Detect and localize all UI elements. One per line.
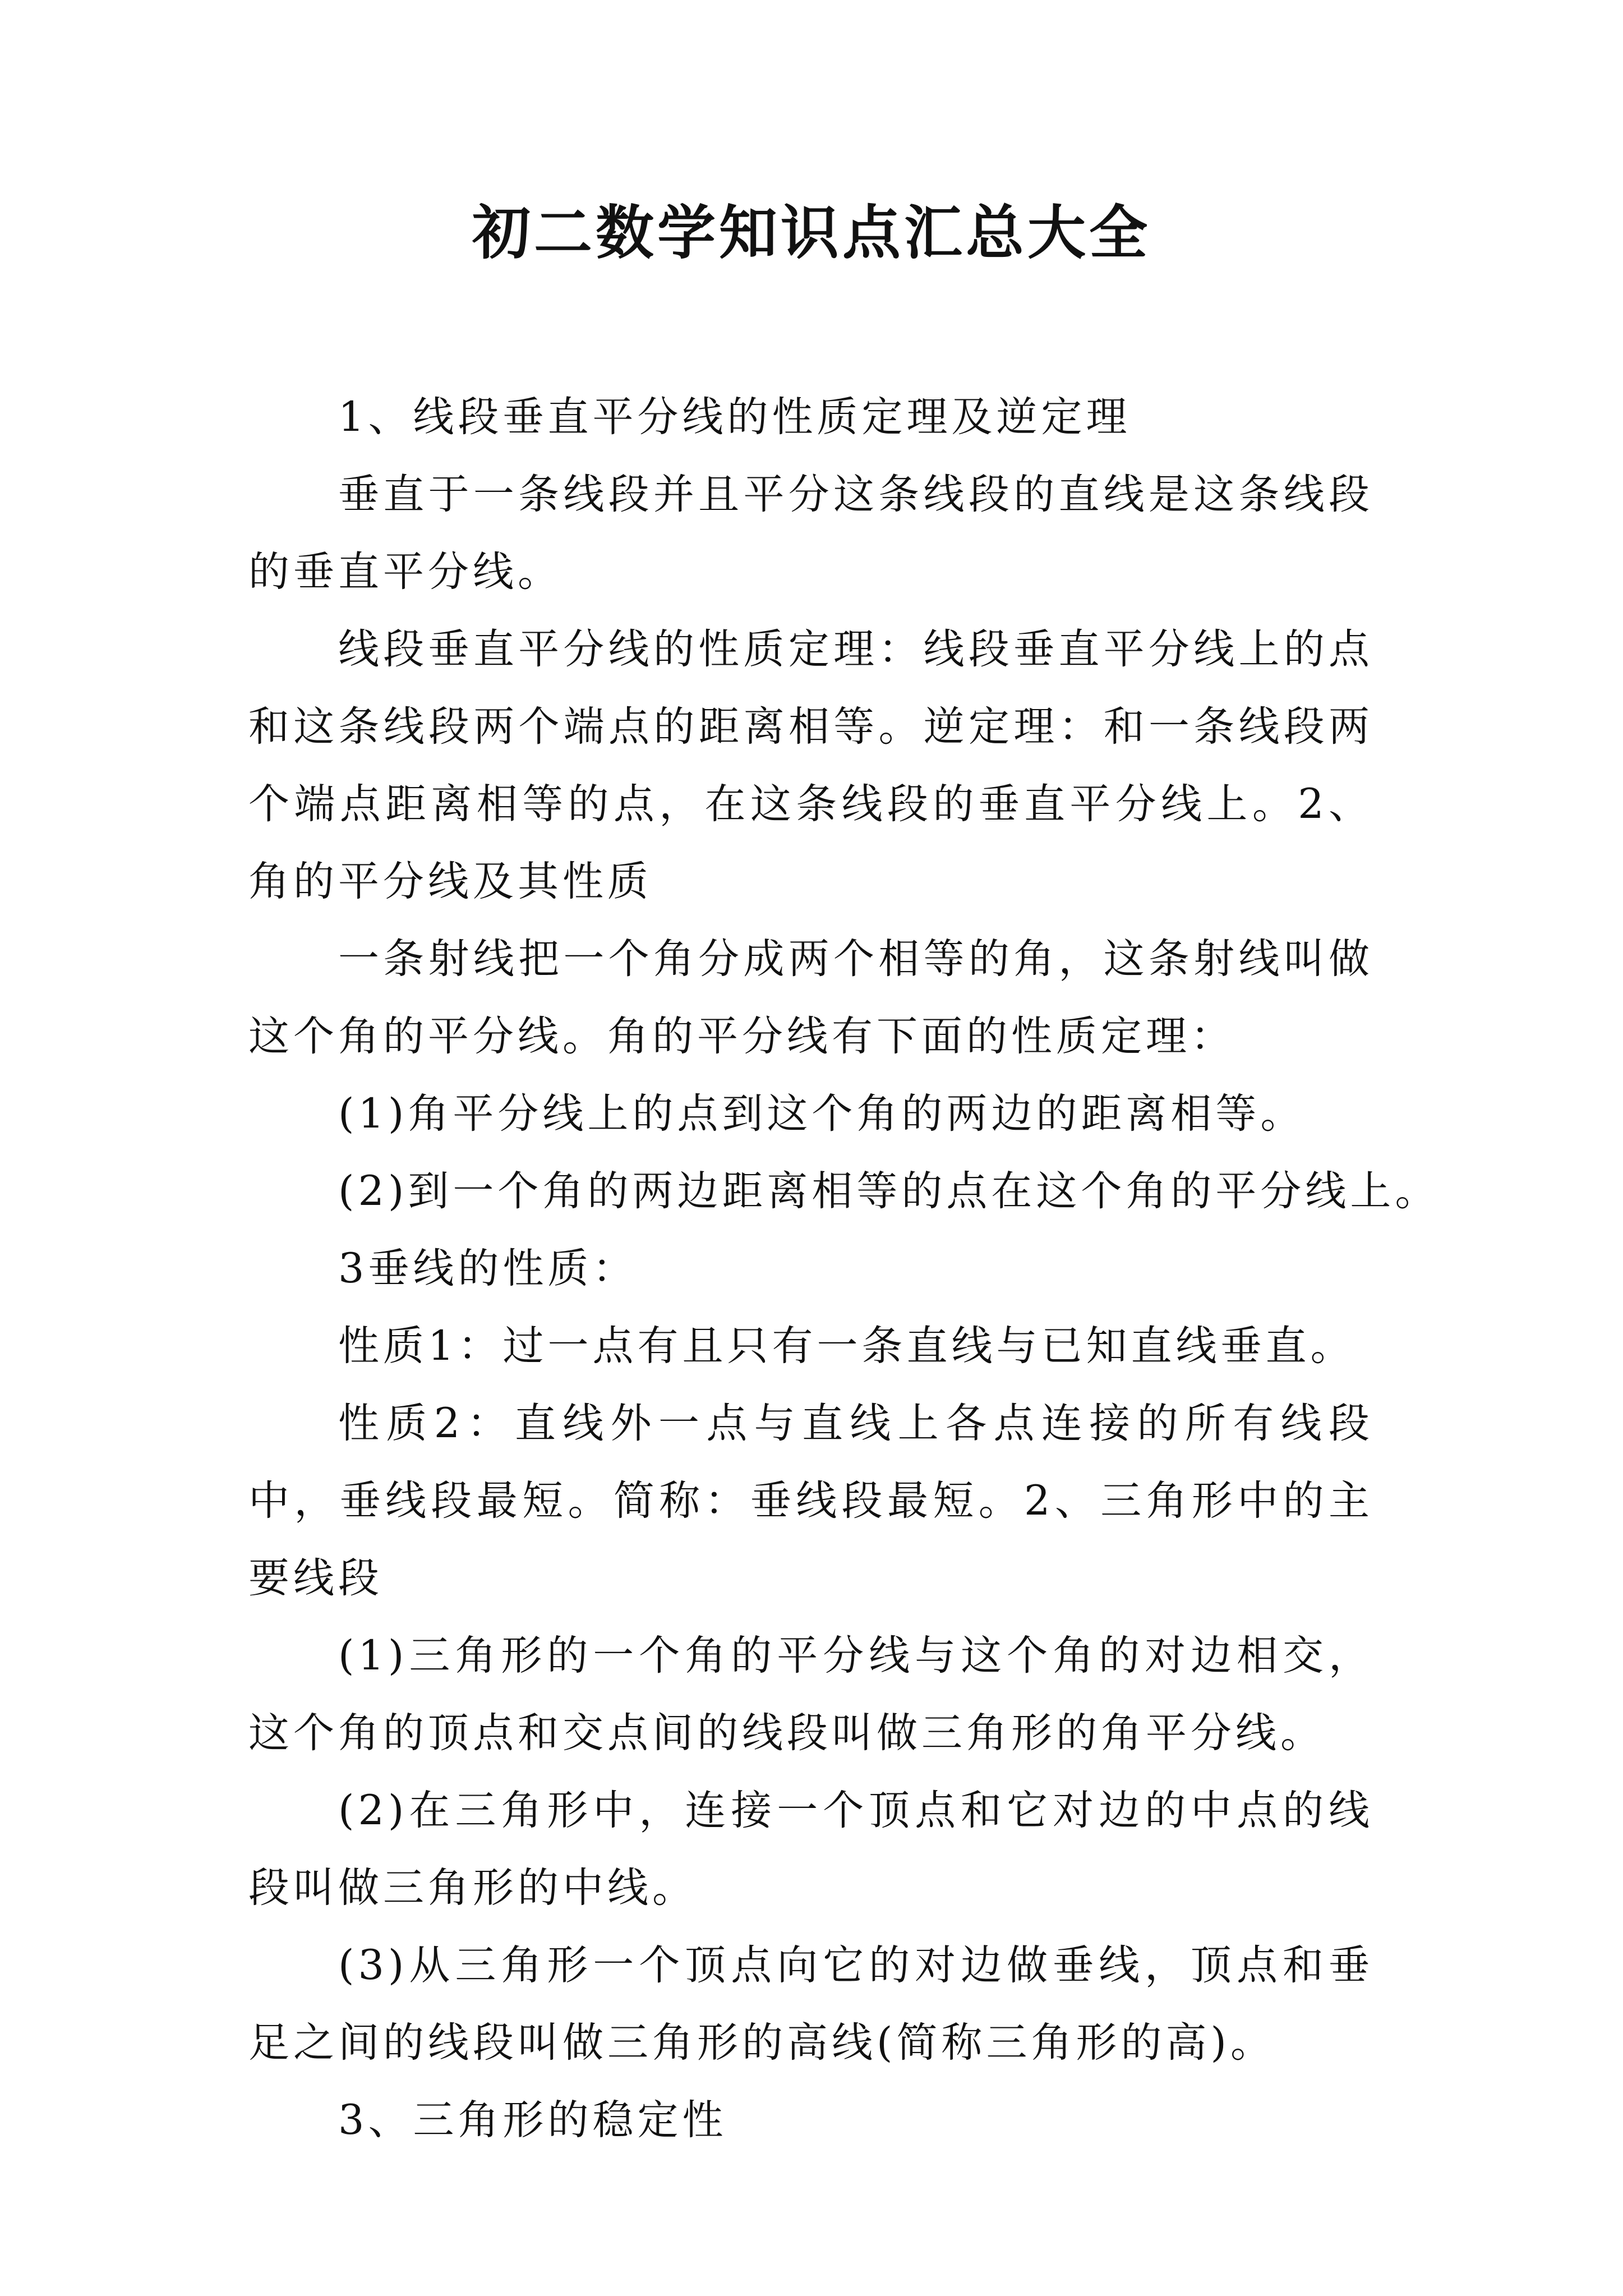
- page-title: 初二数学知识点汇总大全: [472, 198, 1151, 267]
- section-heading: 3垂线的性质：: [338, 1245, 638, 1292]
- section-heading: 3、三角形的稳定性: [338, 2096, 727, 2144]
- list-item: (1)角平分线上的点到这个角的两边的距离相等。: [338, 1090, 1306, 1138]
- list-item: (2)在三角形中，连接一个顶点和它对边的中点的线段叫做三角形的中线。: [248, 1787, 1373, 1912]
- list-item: (1)三角形的一个角的平分线与这个角的对边相交，这个角的顶点和交点间的线段叫做三角形的角平分线。: [248, 1632, 1373, 1757]
- paragraph: 线段垂直平分线的性质定理：线段垂直平分线上的点和这条线段两个端点的距离相等。逆定理：和一条线段两个端点距离相等的点，在这条线段的垂直平分线上。2、角的平分线及其性质: [248, 625, 1373, 905]
- list-item: (3)从三角形一个顶点向它的对边做垂线，顶点和垂足之间的线段叫做三角形的高线(简称三角形的高)。: [248, 1941, 1373, 2067]
- paragraph: 一条射线把一个角分成两个相等的角，这条射线叫做这个角的平分线。角的平分线有下面的性质定理：: [248, 935, 1373, 1060]
- document-body: [248, 379, 1440, 2159]
- list-item: (2)到一个角的两边距离相等的点在这个角的平分线上。: [338, 1167, 1440, 1215]
- paragraph: 垂直于一条线段并且平分这条线段的直线是这条线段的垂直平分线。: [248, 471, 1373, 596]
- paragraph: 性质1：过一点有且只有一条直线与已知直线垂直。: [338, 1322, 1355, 1370]
- paragraph: 性质2：直线外一点与直线上各点连接的所有线段中，垂线段最短。简称：垂线段最短。2、三角形中的主要线段: [248, 1400, 1373, 1602]
- section-heading: 1、线段垂直平分线的性质定理及逆定理: [338, 393, 1131, 441]
